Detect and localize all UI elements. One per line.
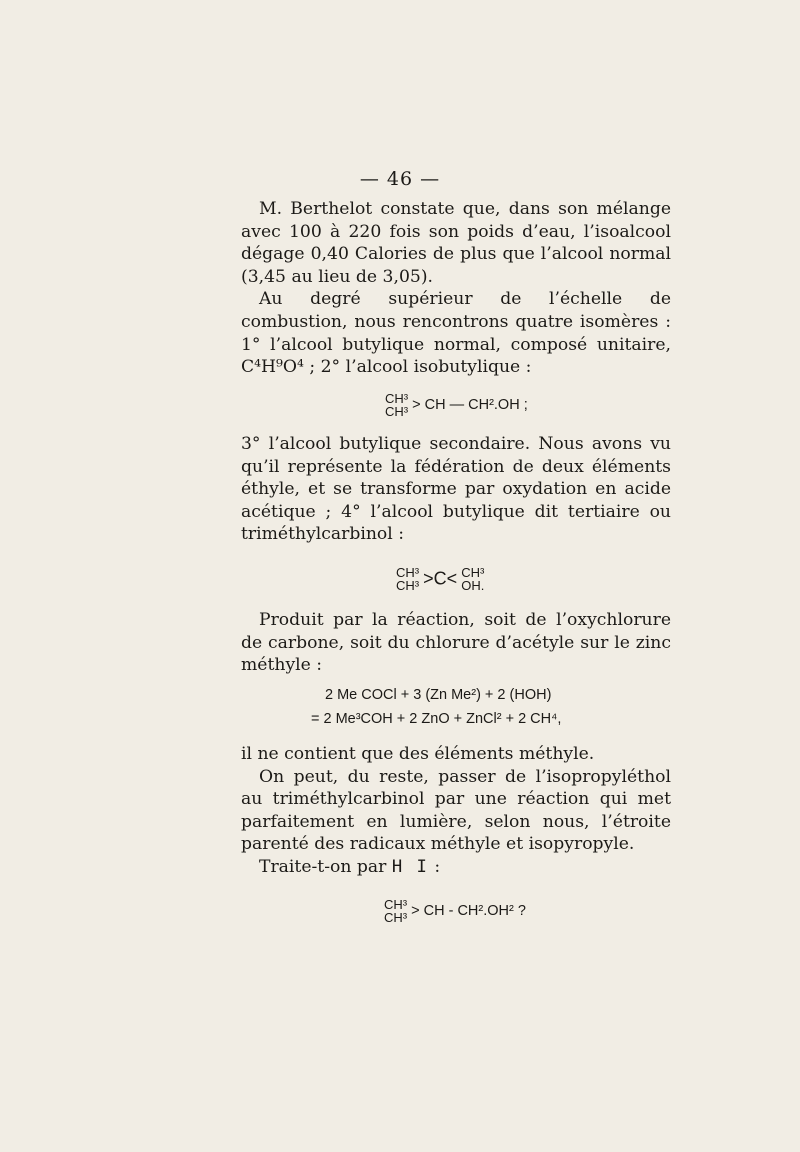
paragraph-3: 3° l’alcool butylique secondaire. Nous avons vu qu’il représente la fédération de deux éléments éthyle, et se transforme par oxydation en acide acétique ; 4° l’alcool butylique dit tertiaire ou triméthylcarbinol : [241,434,671,545]
paragraph-7 [241,856,671,879]
paragraph-conclusion [241,743,671,879]
paragraph-berthelot [241,198,671,379]
formula-isobutyl [385,392,528,418]
formula-hi-bottom: CH³ [384,910,408,925]
formula-left-bottom: CH³ [396,578,420,593]
page-number: — 46 — [359,168,441,190]
formula-rest: > CH — CH².OH ; [412,396,528,413]
paragraph-2: Au degré supérieur de l’échelle de combustion, nous rencontrons quatre isomères : 1° l’alcool butylique normal, composé unitaire, C⁴H⁹O⁴ ; 2° l’alcool isobutylique : [241,289,671,378]
paragraph-secondary [241,433,671,546]
paragraph-7-text: Traite-t-on par [259,856,387,877]
paragraph-5: il ne contient que des éléments méthyle. [241,744,595,764]
formula-right-top: CH³ [461,565,485,580]
formula-hi [384,898,526,924]
formula-bottom: CH³ [385,404,409,419]
equation-line-1: 2 Me COCl + 3 (Zn Me²) + 2 (HOH) [325,687,552,703]
formula-left-top: CH³ [396,565,420,580]
paragraph-1: M. Berthelot constate que, dans son mélange avec 100 à 220 fois son poids d’eau, l’isoalcool dégage 0,40 Calories de plus que l’alcool normal (3,45 au lieu de 3,05). [241,199,671,287]
paragraph-7-end: : [434,856,441,877]
paragraph-produit [241,609,671,677]
equation-line-2: = 2 Me³COH + 2 ZnO + ZnCl² + 2 CH⁴, [311,711,562,727]
formula-center: >C< [423,568,458,589]
paragraph-7-hi: H I [391,856,429,877]
paragraph-4: Produit par la réaction, soit de l’oxychlorure de carbone, soit du chlorure d’acétyle sur le zinc méthyle : [241,610,671,676]
formula-hi-rest: > CH - CH².OH² ? [411,902,526,919]
formula-hi-top: CH³ [384,897,408,912]
formula-top: CH³ [385,391,409,406]
formula-right-bottom: OH. [461,578,485,593]
formula-trimethylcarbinol [396,566,484,592]
paragraph-6: On peut, du reste, passer de l’isopropyléthol au triméthylcarbinol par une réaction qui met parfaitement en lumière, selon nous, l’étroite parenté des radicaux méthyle et isopyropyle. [241,766,671,855]
